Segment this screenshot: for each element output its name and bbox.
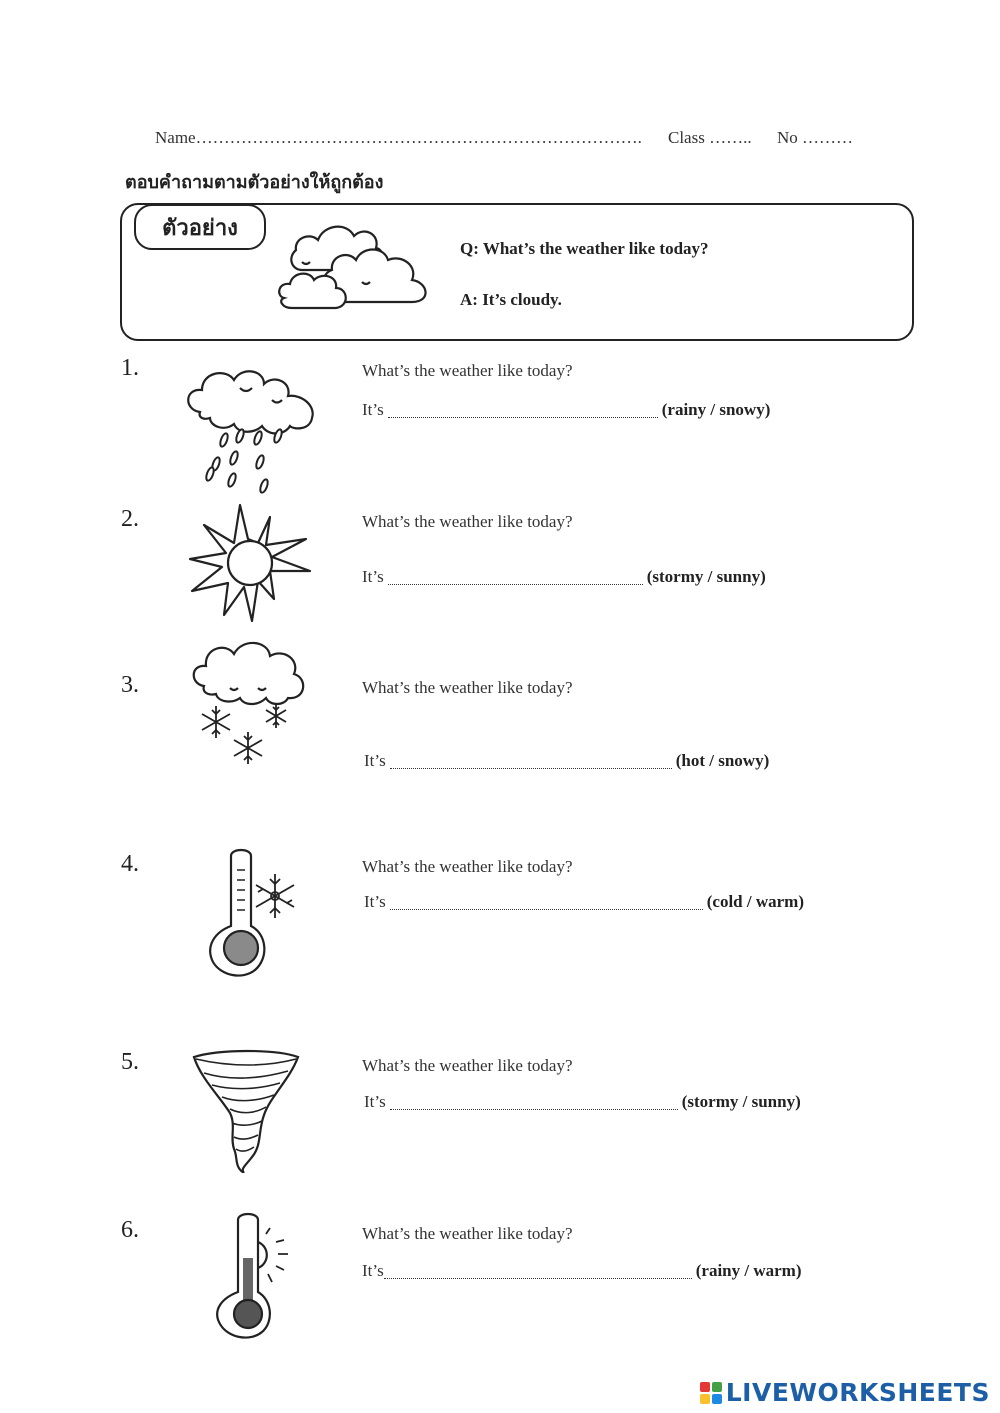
answer-choices: (hot / snowy) bbox=[675, 751, 770, 770]
answer-choices: (stormy / sunny) bbox=[646, 567, 766, 586]
answer-prefix: It’s bbox=[362, 567, 384, 586]
answer-row bbox=[362, 400, 770, 420]
exercise-question: What’s the weather like today? bbox=[362, 512, 573, 531]
exercise-number: 5. bbox=[121, 1049, 139, 1075]
number-field-label: No ……… bbox=[777, 128, 854, 147]
answer-blank[interactable] bbox=[390, 1095, 678, 1110]
answer-prefix: It’s bbox=[362, 400, 384, 419]
tornado-icon bbox=[190, 1049, 302, 1173]
class-field-label: Class …….. bbox=[668, 128, 752, 147]
answer-choices: (rainy / snowy) bbox=[661, 400, 771, 419]
exercise-question: What’s the weather like today? bbox=[362, 1224, 573, 1243]
answer-blank[interactable] bbox=[390, 895, 703, 910]
logo-square bbox=[700, 1394, 710, 1404]
answer-blank[interactable] bbox=[388, 403, 658, 418]
logo-square bbox=[712, 1394, 722, 1404]
exercise-question: What’s the weather like today? bbox=[362, 1056, 573, 1075]
answer-choices: (cold / warm) bbox=[706, 892, 804, 911]
exercise-number: 2. bbox=[121, 506, 139, 532]
answer-row bbox=[364, 892, 804, 912]
liveworksheets-logo[interactable] bbox=[700, 1378, 990, 1407]
example-question: Q: What’s the weather like today? bbox=[460, 239, 709, 258]
logo-squares-icon bbox=[700, 1382, 722, 1404]
example-tag: ตัวอย่าง bbox=[134, 204, 266, 250]
example-answer: A: It’s cloudy. bbox=[460, 290, 562, 309]
cloudy-icon bbox=[272, 210, 437, 315]
rain-cloud-icon bbox=[180, 360, 320, 500]
instruction-text: ตอบคำถามตามตัวอย่างให้ถูกต้อง bbox=[125, 172, 384, 193]
answer-blank[interactable] bbox=[390, 754, 672, 769]
exercise-number: 6. bbox=[121, 1217, 139, 1243]
answer-row bbox=[364, 751, 769, 771]
answer-prefix: It’s bbox=[364, 892, 386, 911]
answer-choices: (stormy / sunny) bbox=[681, 1092, 801, 1111]
exercise-number: 4. bbox=[121, 851, 139, 877]
cold-thermometer-icon bbox=[205, 848, 305, 980]
logo-text: LIVEWORKSHEETS bbox=[725, 1378, 990, 1407]
warm-thermometer-icon bbox=[212, 1212, 298, 1342]
exercise-question: What’s the weather like today? bbox=[362, 678, 573, 697]
answer-blank[interactable] bbox=[384, 1264, 692, 1279]
name-field-label: Name……………………………………………………………………. bbox=[155, 128, 642, 147]
answer-prefix: It’s bbox=[364, 1092, 386, 1111]
answer-choices: (rainy / warm) bbox=[695, 1261, 802, 1280]
exercise-number: 1. bbox=[121, 355, 139, 381]
exercise-question: What’s the weather like today? bbox=[362, 361, 573, 380]
answer-prefix: It’s bbox=[362, 1261, 384, 1280]
logo-square bbox=[700, 1382, 710, 1392]
snow-cloud-icon bbox=[188, 630, 308, 770]
answer-row bbox=[364, 1092, 801, 1112]
exercise-number: 3. bbox=[121, 672, 139, 698]
exercise-question: What’s the weather like today? bbox=[362, 857, 573, 876]
answer-row bbox=[362, 567, 766, 587]
answer-row bbox=[362, 1261, 802, 1281]
answer-blank[interactable] bbox=[388, 570, 643, 585]
logo-square bbox=[712, 1382, 722, 1392]
answer-prefix: It’s bbox=[364, 751, 386, 770]
sun-icon bbox=[188, 503, 313, 625]
